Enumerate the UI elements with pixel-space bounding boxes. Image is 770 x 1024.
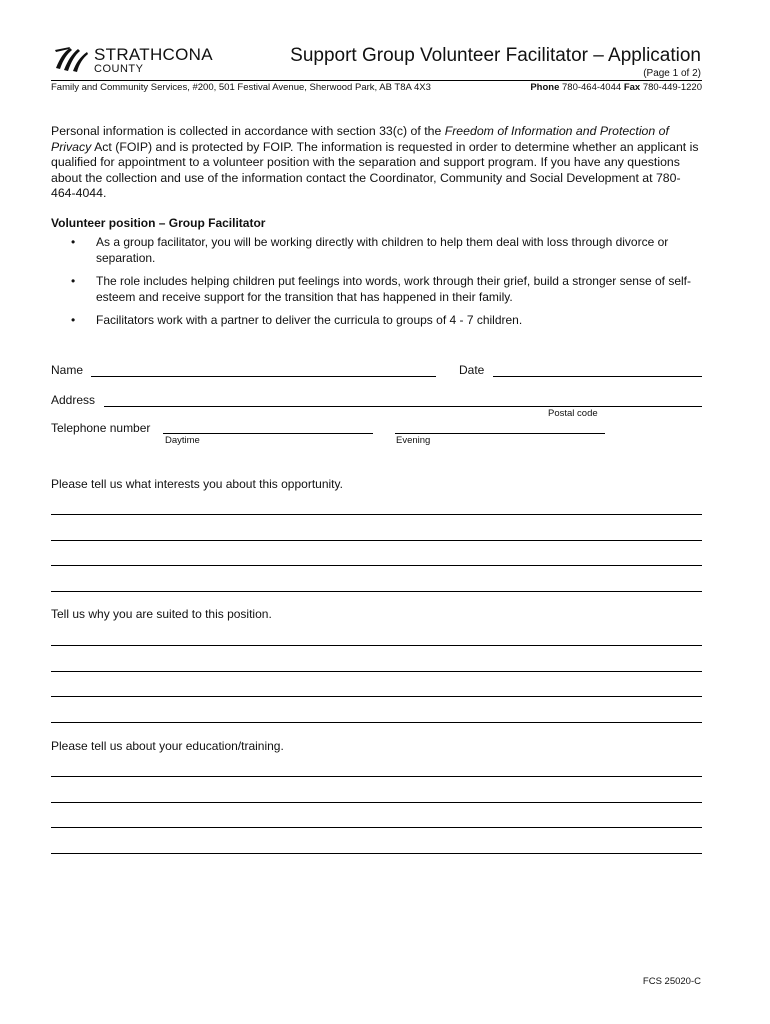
phone-number: 780-464-4044 bbox=[562, 82, 622, 93]
date-field[interactable] bbox=[493, 376, 702, 377]
contact-info bbox=[530, 82, 702, 93]
name-label: Name bbox=[51, 363, 84, 377]
telephone-label: Telephone number bbox=[51, 421, 151, 435]
evening-label: Evening bbox=[396, 435, 431, 446]
answer-line-suitability[interactable] bbox=[51, 696, 702, 697]
question-interests: Please tell us what interests you about this opportunity. bbox=[51, 477, 343, 491]
logo-text-strathcona: STRATHCONA bbox=[94, 45, 213, 64]
answer-line-education[interactable] bbox=[51, 776, 702, 777]
date-label: Date bbox=[459, 363, 485, 377]
foip-text-part1: Personal information is collected in accordance with section 33(c) of the bbox=[51, 124, 445, 138]
phone-label: Phone bbox=[530, 82, 560, 93]
strathcona-swoosh-icon bbox=[54, 44, 90, 72]
page-indicator: (Page 1 of 2) bbox=[643, 68, 701, 79]
list-item bbox=[51, 273, 706, 305]
foip-act-name: Freedom of Information and Protection of Privacy bbox=[51, 124, 669, 154]
position-heading: Volunteer position – Group Facilitator bbox=[51, 216, 266, 230]
question-education: Please tell us about your education/training. bbox=[51, 739, 284, 753]
bullet-text: As a group facilitator, you will be working directly with children to help them deal with loss through divorce or separation. bbox=[96, 235, 669, 265]
answer-line-interests[interactable] bbox=[51, 591, 702, 592]
fax-label: Fax bbox=[623, 82, 641, 93]
strathcona-county-logo bbox=[54, 44, 224, 76]
answer-line-suitability[interactable] bbox=[51, 722, 702, 723]
bullet-icon: • bbox=[71, 274, 76, 288]
page-title: Support Group Volunteer Facilitator – Application bbox=[290, 45, 701, 66]
answer-line-education[interactable] bbox=[51, 853, 702, 854]
fax-number: 780-449-1220 bbox=[642, 82, 702, 93]
bullet-icon: • bbox=[71, 235, 76, 249]
address-label: Address bbox=[51, 393, 96, 407]
question-suitability: Tell us why you are suited to this position. bbox=[51, 607, 272, 621]
office-address: Family and Community Services, #200, 501 Festival Avenue, Sherwood Park, AB T8A 4X3 bbox=[51, 82, 431, 93]
logo-text-county: COUNTY bbox=[94, 63, 144, 75]
answer-line-interests[interactable] bbox=[51, 514, 702, 515]
answer-line-suitability[interactable] bbox=[51, 671, 702, 672]
header-divider bbox=[51, 80, 702, 81]
bullet-text: Facilitators work with a partner to deliver the curricula to groups of 4 - 7 children. bbox=[96, 313, 523, 327]
answer-line-suitability[interactable] bbox=[51, 645, 702, 646]
foip-text-part2: Act (FOIP) and is protected by FOIP. The information is requested in order to determine whether an applicant is qualified for appointment to a volunteer position with the separation and support program. If you have any questions about the collection and use of the information contact the Coordinator, Community and Social Development at 780-464-4044. bbox=[51, 139, 699, 200]
answer-line-education[interactable] bbox=[51, 827, 702, 828]
answer-line-interests[interactable] bbox=[51, 540, 702, 541]
daytime-phone-field[interactable] bbox=[163, 433, 373, 434]
answer-line-interests[interactable] bbox=[51, 565, 702, 566]
bullet-text: The role includes helping children put feelings into words, work through their grief, build a stronger sense of self-esteem and receive support for the transition that has happened in their family. bbox=[96, 274, 691, 304]
form-number: FCS 25020-C bbox=[642, 976, 701, 987]
evening-phone-field[interactable] bbox=[395, 433, 605, 434]
answer-line-education[interactable] bbox=[51, 802, 702, 803]
name-field[interactable] bbox=[91, 376, 436, 377]
position-bullet-list bbox=[51, 234, 706, 335]
bullet-icon: • bbox=[71, 313, 76, 327]
list-item bbox=[51, 234, 706, 266]
list-item bbox=[51, 312, 706, 328]
postal-code-label: Postal code bbox=[548, 408, 598, 419]
address-field[interactable] bbox=[104, 406, 702, 407]
daytime-label: Daytime bbox=[165, 435, 200, 446]
foip-notice bbox=[51, 124, 703, 202]
